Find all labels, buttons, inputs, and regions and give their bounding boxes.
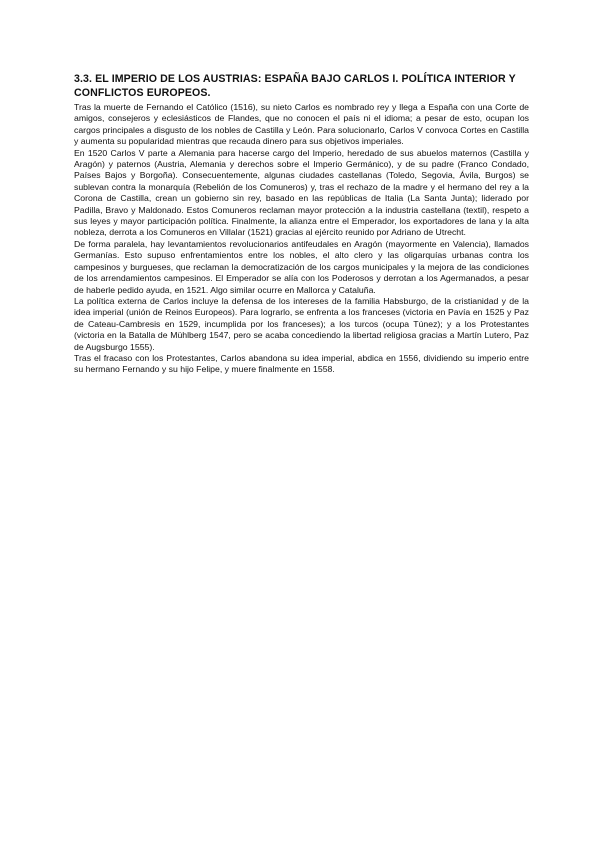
document-page xyxy=(74,72,529,376)
paragraph-abdication: Tras el fracaso con los Protestantes, Carlos abandona su idea imperial, abdica en 1556, dividiendo su imperio entre su hermano Fernando y su hijo Felipe, y muere finalmente en 1558. xyxy=(74,352,529,375)
paragraph-foreign-policy: La política externa de Carlos incluye la defensa de los intereses de la familia Habsburgo, de la cristianidad y de la idea imperial (unión de Reinos Europeos). Para lograrlo, se enfrenta a los franceses (victoria en Pavía en 1525 y Paz de Cateau-Cambresis en 1529, incumplida por los franceses); a los turcos (ocupa Túnez); y a los Protestantes (victoria en la Batalla de Mühlberg 1547, pero se acaba concediendo la libertad religiosa gracias a Martín Lutero, Paz de Augsburgo 1555). xyxy=(74,295,529,352)
paragraph-germanias: De forma paralela, hay levantamientos revolucionarios antifeudales en Aragón (mayormente en Valencia), llamados Germanías. Esto supuso enfrentamientos entre los nobles, el alto clero y las oligarquías urbanas contra los campesinos y burgueses, que reclaman la democratización de los cargos municipales y la mejora de las condiciones de los arrendamientos campesinos. El Emperador se alía con los Poderosos y derrotan a los Agermanados, a pesar de haberle pedido ayuda, en 1521. Algo similar ocurre en Mallorca y Cataluña. xyxy=(74,238,529,295)
section-heading: 3.3. EL IMPERIO DE LOS AUSTRIAS: ESPAÑA BAJO CARLOS I. POLÍTICA INTERIOR Y CONFLICTOS EUROPEOS. xyxy=(74,73,516,99)
paragraph-succession: Tras la muerte de Fernando el Católico (1516), su nieto Carlos es nombrado rey y llega a España con una Corte de amigos, consejeros y eclesiásticos de Flandes, que no conocen el país ni el idioma; a pesar de esto, ocupan los cargos principales a disgusto de los nobles de Castilla y León. Para solucionarlo, Carlos V convoca Cortes en Castilla y aumenta su popularidad mientras que recauda dinero para sus objetivos imperiales. xyxy=(74,102,529,147)
paragraph-comuneros: En 1520 Carlos V parte a Alemania para hacerse cargo del Imperio, heredado de sus abuelos maternos (Castilla y Aragón) y paternos (Austria, Alemania y derechos sobre el Imperio Germánico), y de su padre (Franco Condado, Países Bajos y Borgoña). Consecuentemente, algunas ciudades castellanas (Toledo, Segovia, Ávila, Burgos) se sublevan contra la monarquía (Rebelión de los Comuneros) y, tras el rechazo de la madre y el hermano del rey a la Corona de Castilla, crean un gobierno sin rey, basado en las repúblicas de Italia (La Santa Junta); liderado por Padilla, Bravo y Maldonado. Estos Comuneros reclaman mayor protección a la industria castellana (textil), respeto a sus leyes y mayor participación política. Finalmente, la alianza entre el Emperador, los exportadores de lana y la alta nobleza, derrota a los Comuneros en Villalar (1521) gracias al ejército reunido por Adriano de Utrecht. xyxy=(74,147,529,238)
